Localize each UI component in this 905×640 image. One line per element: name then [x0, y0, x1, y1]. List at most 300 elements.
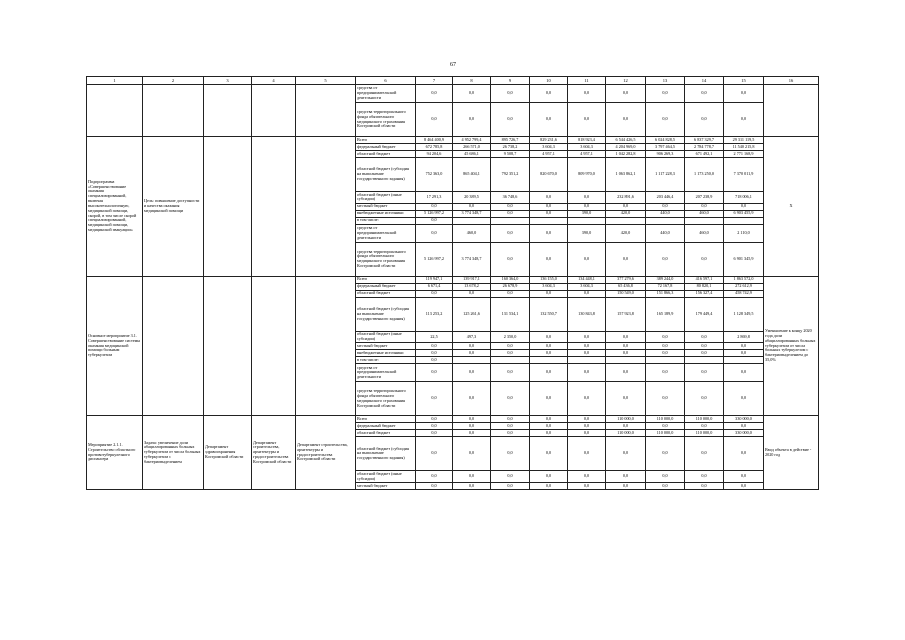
value-cell: 0,0 [724, 471, 764, 483]
value-cell: 671 492,1 [685, 151, 724, 158]
funding-source-cell: в том числе: [356, 217, 416, 224]
value-cell: 4 204 969,0 [606, 144, 646, 151]
funding-source-cell: местный бюджет [356, 343, 416, 350]
value-cell: 0,0 [685, 423, 724, 430]
value-cell: 440,0 [646, 224, 685, 242]
value-cell: 20 389,5 [453, 192, 491, 204]
value-cell: 266 571,0 [453, 144, 491, 151]
block-result-cell: Уменьшение к концу 2020 года доли абациллированных больных туберкулезом от числа больных туберкулезом с бактериовыделением до 35,0% [764, 276, 819, 416]
value-cell: 0,0 [606, 382, 646, 416]
value-cell [568, 357, 606, 364]
value-cell: 0,0 [416, 343, 453, 350]
value-cell: 0,0 [724, 203, 764, 210]
value-cell: 132 550,7 [530, 297, 568, 331]
value-cell: 0,0 [568, 85, 606, 103]
value-cell: 792 351,2 [491, 158, 530, 192]
value-cell: 0,0 [606, 364, 646, 382]
value-cell: 1 117 228,3 [646, 158, 685, 192]
value-cell: 2 784 778,7 [685, 144, 724, 151]
value-cell: 0,0 [606, 331, 646, 343]
header-cell: 11 [568, 77, 606, 85]
value-cell: 0,0 [568, 482, 606, 489]
value-cell: 0,0 [416, 357, 453, 364]
block-c4-cell [252, 276, 296, 416]
value-cell: 1 063 862,1 [606, 158, 646, 192]
value-cell: 110 000,0 [685, 416, 724, 423]
value-cell: 6 903 455,9 [724, 210, 764, 217]
value-cell: 0,0 [491, 382, 530, 416]
value-cell: 0,0 [530, 224, 568, 242]
value-cell: 0,0 [724, 350, 764, 357]
value-cell: 0,0 [453, 471, 491, 483]
value-cell: 0,0 [685, 471, 724, 483]
value-cell: 0,0 [491, 210, 530, 217]
value-cell: 0,0 [416, 217, 453, 224]
value-cell: 8 464 400,9 [416, 137, 453, 144]
value-cell: 13 678,2 [453, 283, 491, 290]
header-cell: 10 [530, 77, 568, 85]
value-cell [724, 357, 764, 364]
value-cell: 0,0 [646, 423, 685, 430]
value-cell: 113 253,2 [416, 297, 453, 331]
value-cell: 0,0 [685, 482, 724, 489]
block-c2-cell [143, 276, 204, 416]
value-cell: 0,0 [568, 437, 606, 471]
value-cell: 0,0 [646, 471, 685, 483]
value-cell: 0,0 [530, 331, 568, 343]
value-cell: 0,0 [685, 103, 724, 137]
funding-source-cell: Всего [356, 416, 416, 423]
funding-source-cell: средства территориального фонда обязательного медицинского страхования Костромской области [356, 382, 416, 416]
value-cell: 3 774 348,7 [453, 242, 491, 276]
value-cell: 134 448,1 [568, 276, 606, 283]
value-cell: 0,0 [416, 290, 453, 297]
value-cell: 0,0 [453, 482, 491, 489]
block-c1-cell: Мероприятие 2.1.1. Строительство областного противотуберкулезного диспансера [87, 416, 143, 490]
header-cell: 8 [453, 77, 491, 85]
value-cell: 0,0 [646, 331, 685, 343]
funding-source-cell: областной бюджет [356, 430, 416, 437]
funding-source-cell: областной бюджет [356, 151, 416, 158]
value-cell: 0,0 [453, 364, 491, 382]
page-number: 67 [450, 62, 456, 68]
block-c3-cell [204, 137, 252, 277]
value-cell: 119 947,1 [416, 276, 453, 283]
block-c1-cell [87, 85, 143, 137]
funding-source-cell: внебюджетные источники [356, 210, 416, 217]
value-cell: 156 327,4 [685, 290, 724, 297]
value-cell: 0,0 [568, 192, 606, 204]
value-cell: 377 279,6 [606, 276, 646, 283]
value-cell [724, 217, 764, 224]
value-cell: 136 155,0 [530, 276, 568, 283]
funding-source-cell: областной бюджет (иные субсидии) [356, 192, 416, 204]
value-cell: 0,0 [685, 437, 724, 471]
column-number-row [87, 77, 819, 85]
value-cell: 2 869,8 [724, 331, 764, 343]
value-cell: 752 363,0 [416, 158, 453, 192]
value-cell: 0,0 [568, 416, 606, 423]
value-cell: 0,0 [646, 382, 685, 416]
value-cell: 390,0 [568, 224, 606, 242]
block-c3-cell [204, 276, 252, 416]
value-cell: 0,0 [530, 364, 568, 382]
funding-source-cell: областной бюджет (субсидия на выполнение государственного задания) [356, 437, 416, 471]
value-cell: 9 508,7 [491, 151, 530, 158]
value-cell: 0,0 [568, 203, 606, 210]
value-cell: 0,0 [568, 423, 606, 430]
value-cell: 0,0 [453, 350, 491, 357]
value-cell: 0,0 [568, 430, 606, 437]
funding-source-cell: Всего [356, 276, 416, 283]
value-cell: 0,0 [530, 290, 568, 297]
value-cell: 29 311 119,5 [724, 137, 764, 144]
funding-source-cell: областной бюджет (иные субсидии) [356, 471, 416, 483]
value-cell: 1 863 572,0 [724, 276, 764, 283]
value-cell: 232 891,6 [606, 192, 646, 204]
block-c5-cell [296, 85, 356, 137]
value-cell: 2 110,0 [724, 224, 764, 242]
value-cell: 0,0 [606, 471, 646, 483]
value-cell: 1 128 349,5 [724, 297, 764, 331]
value-cell: 0,0 [416, 364, 453, 382]
block-c5-cell: Департамент строительства, архитектуры и градостроительства Костромской области [296, 416, 356, 490]
funding-source-cell: областной бюджет (субсидия на выполнение государственного задания) [356, 297, 416, 331]
value-cell: 0,0 [568, 331, 606, 343]
value-cell: 389 244,0 [646, 276, 685, 283]
value-cell: 0,0 [606, 242, 646, 276]
value-cell: 80 820,1 [685, 283, 724, 290]
value-cell: 3 797 464,5 [646, 144, 685, 151]
value-cell: 45 686,1 [453, 151, 491, 158]
value-cell: 0,0 [568, 343, 606, 350]
value-cell [685, 357, 724, 364]
block-c2-cell: Задача: увеличение доли абациллированных больных туберкулезом от числа больных туберкулезом с бактериовыделением [143, 416, 204, 490]
funding-source-cell: в том числе: [356, 357, 416, 364]
header-cell: 6 [356, 77, 416, 85]
value-cell: 0,0 [491, 103, 530, 137]
value-cell: 0,0 [453, 103, 491, 137]
value-cell: 0,0 [491, 290, 530, 297]
value-cell: 0,0 [568, 364, 606, 382]
value-cell: 3 604,3 [568, 144, 606, 151]
value-cell: 11 540 215,8 [724, 144, 764, 151]
value-cell: 0,0 [453, 382, 491, 416]
value-cell: 0,0 [491, 423, 530, 430]
block-result-cell: Ввод объекта в действие - 2020 год [764, 416, 819, 490]
funding-source-cell: областной бюджет (субсидия на выполнение государственного задания) [356, 158, 416, 192]
table-row [87, 416, 819, 423]
value-cell [491, 217, 530, 224]
value-cell: 895 726,7 [491, 137, 530, 144]
value-cell [646, 217, 685, 224]
value-cell: 0,0 [491, 242, 530, 276]
value-cell: 0,0 [491, 416, 530, 423]
value-cell: 26 738,2 [491, 144, 530, 151]
value-cell: 110 000,0 [646, 430, 685, 437]
funding-source-cell: внебюджетные источники [356, 350, 416, 357]
table-row [87, 137, 819, 144]
value-cell: 0,0 [685, 382, 724, 416]
value-cell: 0,0 [530, 85, 568, 103]
value-cell: 0,0 [606, 343, 646, 350]
value-cell: 0,0 [568, 290, 606, 297]
header-cell: 12 [606, 77, 646, 85]
value-cell: 0,0 [606, 350, 646, 357]
value-cell: 0,0 [646, 203, 685, 210]
table-row [87, 276, 819, 283]
block-c5-cell [296, 137, 356, 277]
value-cell: 330 000,0 [724, 430, 764, 437]
block-c3-cell [204, 85, 252, 137]
value-cell: 1 173 250,0 [685, 158, 724, 192]
value-cell: 7 370 011,9 [724, 158, 764, 192]
header-cell: 14 [685, 77, 724, 85]
value-cell: 0,0 [530, 382, 568, 416]
header-cell: 1 [87, 77, 143, 85]
value-cell: 151 866,3 [646, 290, 685, 297]
value-cell: 6 837 329,7 [685, 137, 724, 144]
value-cell: 809 970,0 [568, 158, 606, 192]
value-cell [568, 217, 606, 224]
funding-source-cell: местный бюджет [356, 482, 416, 489]
value-cell: 0,0 [724, 423, 764, 430]
value-cell: 0,0 [416, 423, 453, 430]
block-c1-cell: Подпрограмма «Совершенствование оказания специализированной, включая высокотехнологичную, медицинской помощи, скорой, в том числе скорой специализированной, медицинской помощи, медицинской эвакуации» [87, 137, 143, 277]
value-cell [606, 217, 646, 224]
value-cell: 906 269,3 [646, 151, 685, 158]
value-cell: 0,0 [606, 482, 646, 489]
value-cell: 0,0 [491, 343, 530, 350]
header-cell: 9 [491, 77, 530, 85]
value-cell: 330 000,0 [724, 416, 764, 423]
value-cell: 3 604,3 [530, 283, 568, 290]
header-cell: 13 [646, 77, 685, 85]
value-cell: 0,0 [530, 343, 568, 350]
value-cell: 0,0 [416, 471, 453, 483]
value-cell: 1 042 282,8 [606, 151, 646, 158]
block-c2-cell: Цель: повышение доступности и качества оказания медицинской помощи [143, 137, 204, 277]
value-cell: 820 670,0 [530, 158, 568, 192]
value-cell: 6 024 828,5 [646, 137, 685, 144]
value-cell: 0,0 [416, 416, 453, 423]
funding-source-cell: средства территориального фонда обязательного медицинского страхования Костромской области [356, 103, 416, 137]
value-cell: 0,0 [568, 471, 606, 483]
header-cell: 15 [724, 77, 764, 85]
value-cell: 458 742,9 [724, 290, 764, 297]
funding-source-cell: Всего [356, 137, 416, 144]
value-cell: 150 549,0 [606, 290, 646, 297]
value-cell: 0,0 [685, 85, 724, 103]
value-cell: 440,0 [646, 210, 685, 217]
value-cell: 0,0 [491, 224, 530, 242]
value-cell [453, 357, 491, 364]
value-cell [453, 217, 491, 224]
value-cell: 0,0 [530, 350, 568, 357]
value-cell: 157 923,8 [606, 297, 646, 331]
header-cell: 3 [204, 77, 252, 85]
value-cell: 2 771 168,9 [724, 151, 764, 158]
value-cell: 0,0 [646, 364, 685, 382]
value-cell: 0,0 [453, 290, 491, 297]
header-cell: 7 [416, 77, 453, 85]
header-cell: 5 [296, 77, 356, 85]
value-cell: 420,0 [606, 210, 646, 217]
table-body [87, 77, 819, 490]
value-cell: 0,0 [724, 103, 764, 137]
value-cell: 5 126 997,2 [416, 242, 453, 276]
value-cell: 110 000,0 [685, 430, 724, 437]
funding-source-cell: федеральный бюджет [356, 423, 416, 430]
value-cell: 0,0 [685, 331, 724, 343]
value-cell: 0,0 [646, 350, 685, 357]
value-cell: 0,0 [646, 437, 685, 471]
value-cell: 0,0 [724, 437, 764, 471]
value-cell: 0,0 [453, 203, 491, 210]
value-cell: 0,0 [685, 343, 724, 350]
value-cell: 0,0 [491, 430, 530, 437]
value-cell: 272 612,9 [724, 283, 764, 290]
value-cell: 0,0 [606, 103, 646, 137]
block-result-cell: Х [764, 137, 819, 277]
value-cell: 4 952 799,4 [453, 137, 491, 144]
value-cell: 36 748,6 [491, 192, 530, 204]
value-cell: 460,0 [453, 224, 491, 242]
funding-source-cell: средства от предпринимательской деятельности [356, 85, 416, 103]
value-cell: 0,0 [491, 203, 530, 210]
value-cell: 0,0 [530, 437, 568, 471]
value-cell: 131 534,1 [491, 297, 530, 331]
value-cell: 0,0 [491, 437, 530, 471]
block-c5-cell [296, 276, 356, 416]
budget-table [86, 76, 819, 490]
value-cell: 0,0 [491, 471, 530, 483]
value-cell: 0,0 [453, 430, 491, 437]
value-cell: 0,0 [646, 85, 685, 103]
value-cell: 160 364,0 [491, 276, 530, 283]
value-cell: 110 000,0 [646, 416, 685, 423]
value-cell: 139 917,1 [453, 276, 491, 283]
value-cell: 718 006,1 [724, 192, 764, 204]
value-cell: 0,0 [453, 416, 491, 423]
value-cell: 0,0 [646, 343, 685, 350]
value-cell: 0,0 [724, 482, 764, 489]
block-c4-cell [252, 85, 296, 137]
value-cell: 0,0 [606, 437, 646, 471]
value-cell: 0,0 [491, 364, 530, 382]
block-c3-cell: Департамент здравоохранения Костромской области [204, 416, 252, 490]
funding-source-cell: федеральный бюджет [356, 144, 416, 151]
value-cell: 0,0 [685, 203, 724, 210]
value-cell: 0,0 [530, 242, 568, 276]
funding-source-cell: местный бюджет [356, 203, 416, 210]
value-cell: 207 238,9 [685, 192, 724, 204]
block-c2-cell [143, 85, 204, 137]
value-cell: 5 126 997,2 [416, 210, 453, 217]
value-cell: 0,0 [416, 437, 453, 471]
value-cell: 94 204,6 [416, 151, 453, 158]
value-cell: 0,0 [530, 482, 568, 489]
value-cell: 22,5 [416, 331, 453, 343]
value-cell: 0,0 [685, 364, 724, 382]
value-cell: 3 604,3 [530, 144, 568, 151]
value-cell: 4 957,1 [568, 151, 606, 158]
value-cell: 0,0 [646, 103, 685, 137]
value-cell: 0,0 [606, 423, 646, 430]
value-cell: 0,0 [724, 85, 764, 103]
value-cell: 0,0 [453, 437, 491, 471]
value-cell: 0,0 [568, 103, 606, 137]
value-cell: 0,0 [646, 242, 685, 276]
value-cell: 390,0 [568, 210, 606, 217]
value-cell [491, 357, 530, 364]
value-cell: 497,3 [453, 331, 491, 343]
funding-source-cell: средства от предпринимательской деятельности [356, 224, 416, 242]
value-cell: 0,0 [530, 416, 568, 423]
value-cell: 0,0 [416, 203, 453, 210]
funding-source-cell: средства территориального фонда обязательного медицинского страхования Костромской области [356, 242, 416, 276]
value-cell: 0,0 [568, 242, 606, 276]
value-cell: 0,0 [416, 103, 453, 137]
value-cell: 460,0 [685, 224, 724, 242]
value-cell: 6 544 426,5 [606, 137, 646, 144]
value-cell [530, 217, 568, 224]
value-cell: 460,0 [685, 210, 724, 217]
value-cell: 0,0 [724, 382, 764, 416]
value-cell: 0,0 [530, 210, 568, 217]
value-cell: 125 261,6 [453, 297, 491, 331]
value-cell: 0,0 [530, 103, 568, 137]
value-cell: 3 604,3 [568, 283, 606, 290]
value-cell: 72 167,8 [646, 283, 685, 290]
value-cell: 0,0 [453, 85, 491, 103]
value-cell: 0,0 [416, 350, 453, 357]
value-cell: 0,0 [530, 423, 568, 430]
value-cell: 6 901 345,9 [724, 242, 764, 276]
value-cell: 0,0 [530, 203, 568, 210]
block-c4-cell: Департамент строительства, архитектуры и градостроительства Костромской области [252, 416, 296, 490]
value-cell: 0,0 [416, 224, 453, 242]
funding-source-cell: федеральный бюджет [356, 283, 416, 290]
value-cell: 0,0 [491, 350, 530, 357]
value-cell: 4 957,1 [530, 151, 568, 158]
value-cell [530, 357, 568, 364]
value-cell: 2 350,0 [491, 331, 530, 343]
value-cell: 0,0 [416, 85, 453, 103]
value-cell: 865 404,1 [453, 158, 491, 192]
value-cell: 0,0 [530, 192, 568, 204]
value-cell: 0,0 [724, 364, 764, 382]
value-cell: 165 189,9 [646, 297, 685, 331]
value-cell: 0,0 [646, 482, 685, 489]
value-cell: 179 449,4 [685, 297, 724, 331]
header-cell: 2 [143, 77, 204, 85]
funding-source-cell: областной бюджет (иные субсидии) [356, 331, 416, 343]
table-row [87, 85, 819, 103]
value-cell: 0,0 [606, 85, 646, 103]
value-cell: 420,0 [606, 224, 646, 242]
value-cell: 0,0 [491, 85, 530, 103]
value-cell: 0,0 [568, 350, 606, 357]
value-cell: 0,0 [606, 203, 646, 210]
value-cell: 203 446,4 [646, 192, 685, 204]
block-c1-cell: Основное мероприятие 3.1. Совершенствование системы оказания медицинской помощи больным туберкулезом [87, 276, 143, 416]
value-cell: 17 291,3 [416, 192, 453, 204]
value-cell [685, 217, 724, 224]
value-cell: 0,0 [685, 350, 724, 357]
value-cell: 3 774 348,7 [453, 210, 491, 217]
value-cell: 26 678,9 [491, 283, 530, 290]
